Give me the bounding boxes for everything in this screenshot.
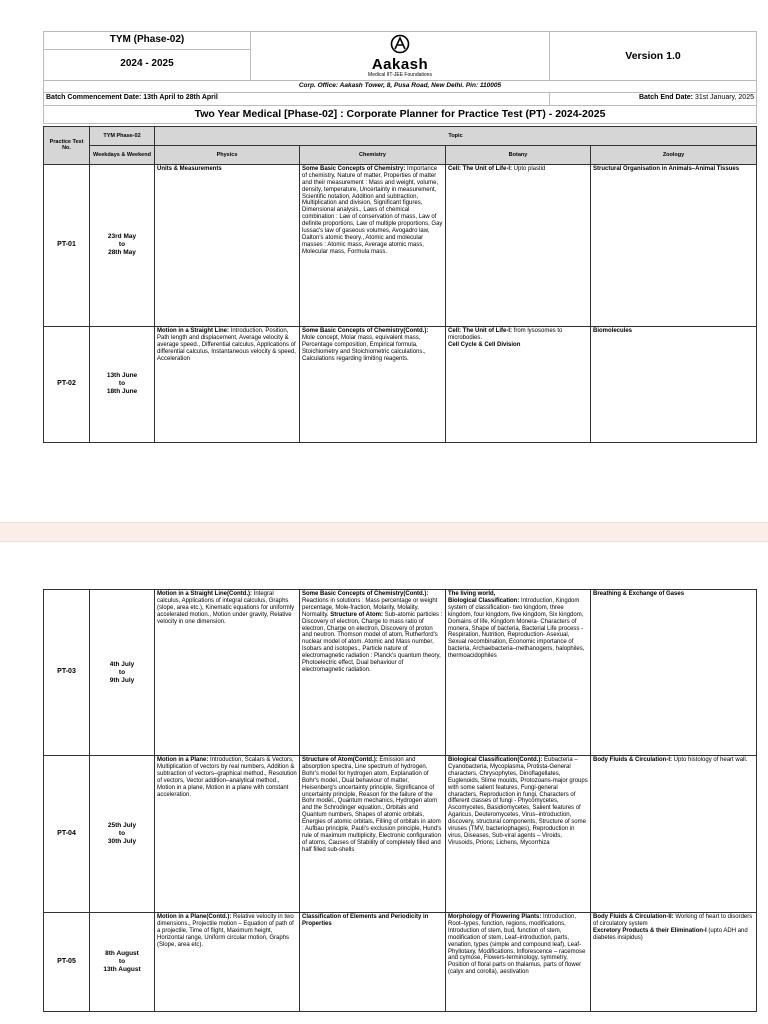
botany-details: Eubacteria – Cyanobacteria, Mycoplasma, Protista-General characters, Chrysophytes, Dinoflagellates, Euglenoids, Slime moulds, Protozoans-major groups with some salient features, Fungi-general characters, Reproduction in fungi, Characters of different classes of fungi - Phycomycetes, Ascomycetes, Basidiomycetes, Salient features of Agaricus, Deuteromycetes, Virus–introduction, discovery, structural components, Structure of some viruses (TMV, bacteriophages), Reproduction in virus, Diseases, Sub-viral agents – Viroids, Virusoids, Prions; Lichens, Mycorrhiza xyxy=(448,757,588,846)
chemistry-topic-2: Structure of Atom: xyxy=(328,611,384,618)
zoology-cell xyxy=(591,590,757,756)
physics-topic: Units & Measurements xyxy=(157,165,222,172)
chemistry-cell xyxy=(300,326,446,442)
table-row xyxy=(44,164,757,326)
chemistry-details: Mole concept, Molar mass, equivalent mass, Percentage composition, Empirical formula, Stoichiometry and Stoichiometric calculations., Calculations regarding limiting reagents. xyxy=(302,334,426,362)
date-range xyxy=(90,590,155,756)
aakash-logo xyxy=(251,32,550,81)
chemistry-topic: Some Basic Concepts of Chemistry(Contd.): xyxy=(302,327,429,334)
botany-topic: Morphology of Flowering Plants: xyxy=(448,914,542,920)
date-start: 25th July xyxy=(107,822,137,829)
date-end: 28th May xyxy=(108,249,136,257)
botany-cell xyxy=(446,164,591,326)
zoology-cell xyxy=(591,164,757,326)
chemistry-details-2: Sub-atomic particles : Discovery of electron, Charge to mass ratio of electron, Charge on electron, Discovery of proton and neutron. Thomson model of atom, Rutherford's nuclear model of atom. Atomic and Mass number, Isobars and isotopes., Particle nature of electromagnetic radiation : Planck's quantum theory, Photoelectric effect, Dual behaviour of electromagnetic radiation. xyxy=(302,611,443,673)
table-row xyxy=(44,756,757,913)
page-2 xyxy=(43,589,756,1012)
date-range xyxy=(90,326,155,442)
header-table xyxy=(43,31,757,124)
date-end: 30th July xyxy=(107,838,137,845)
botany-topic: Cell: The Unit of Life-I: xyxy=(448,327,512,334)
version-label: Version 1.0 xyxy=(550,32,757,81)
physics-details: Introduction, Scalars & Vectors, Multiplication of vectors by real numbers, Addition & subtraction of vectors–graphical method., Resolution of vectors, Vector addition–analytical method., Motion in a plane, Motion in a plane with constant acceleration. xyxy=(157,757,297,798)
page-1 xyxy=(43,31,756,443)
botany-topic-2: Cell Cycle & Cell Division xyxy=(448,341,521,348)
botany-topic: The living world, xyxy=(448,591,496,597)
planner-table-2 xyxy=(43,589,757,1012)
chemistry-topic: Classification of Elements and Periodicity in Properties xyxy=(302,914,429,927)
chemistry-cell xyxy=(300,164,446,326)
date-range xyxy=(90,913,155,1012)
chemistry-cell xyxy=(300,913,446,1012)
zoology-cell xyxy=(591,756,757,913)
botany-cell xyxy=(446,590,591,756)
course-name: TYM (Phase-02) xyxy=(44,32,251,50)
date-to: to xyxy=(118,958,126,965)
date-to: to xyxy=(118,380,126,388)
table-row xyxy=(44,326,757,442)
chemistry-details: Emission and absorption spectra, Line spectrum of hydrogen, Bohr's model for hydrogen atom, Explanation of Bohr's model., Dual behaviour of matter, Heisenberg's uncertainty principle, Significance of uncertainty principle, Reason for the failure of the Bohr model., Quantum mechanics, Hydrogen atom and the Schrodinger equation., Orbitals and Quantum numbers, Shapes of atomic orbitals, Energies of atomic orbitals, Filling of orbitals in atom : Aufbau principle, Pauli's exclusion principle, Hund's rule of maximum multiplicity, Electronic configuration of atoms, Causes of Stability of completely filled and half filled sub-shells xyxy=(302,757,442,853)
date-start: 4th July xyxy=(109,660,135,668)
date-to: to xyxy=(118,668,126,676)
pt-number: PT-04 xyxy=(44,756,90,913)
pt-number: PT-01 xyxy=(44,164,90,326)
col-topic: Topic xyxy=(155,126,757,145)
zoology-topic: Biomolecules xyxy=(593,327,633,334)
chemistry-details: Reactions in solutions : Mass percentage or weight percentage, Mole-fraction, Molarity, Molality, Normality. xyxy=(302,597,438,618)
col-zoology: Zoology xyxy=(591,145,757,164)
date-start: 13th June xyxy=(106,372,138,380)
date-to: to xyxy=(118,241,126,249)
page-break xyxy=(0,522,768,542)
col-tym-phase: TYM Phase-02 xyxy=(90,126,155,145)
pt-number: PT-05 xyxy=(44,913,90,1012)
logo-name: Aakash xyxy=(371,55,429,73)
chemistry-cell xyxy=(300,756,446,913)
physics-topic: Motion in a Straight Line: xyxy=(157,327,229,334)
date-end: 9th July xyxy=(109,676,135,684)
physics-details: Integral calculus, Applications of integral calculus, Graphs (slope, area etc.), Kinematic equations for uniformly accelerated motion., Motion under gravity, Relative velocity in one dimension. xyxy=(157,591,295,625)
zoology-details: Working of heart to disorders of circulatory system xyxy=(593,914,753,927)
date-start: 23rd May xyxy=(107,233,137,241)
corp-office: Corp. Office: Aakash Tower, 8, Pusa Road, New Delhi. Pin: 110005 xyxy=(44,80,757,92)
col-practice-test-no: Practice Test No. xyxy=(44,126,90,164)
botany-details: Introduction, Root–types, function, regions, modifications, Introduction of stem, bud, function of stem, modification of stem, Leaf–introduction, parts, venation, types (simple and compound leaf), Leaf-Phyllotaxy, Modifications, Inflorescence – racemose and cymose, Flowers-terminology, symmetry, Position of floral parts on thalamus, parts of flower (calyx and corolla), aestivation xyxy=(448,914,586,976)
botany-cell xyxy=(446,326,591,442)
physics-topic: Motion in a Plane: xyxy=(157,757,209,763)
physics-cell xyxy=(155,164,300,326)
col-botany: Botany xyxy=(446,145,591,164)
planner-title: Two Year Medical [Phase-02] : Corporate Planner for Practice Test (PT) - 2024-2025 xyxy=(44,105,757,123)
batch-start: Batch Commencement Date: 13th April to 28th April xyxy=(44,92,550,105)
chemistry-topic: Structure of Atom(Contd.): xyxy=(302,757,378,763)
zoology-topic: Body Fluids & Circulation-I: xyxy=(593,757,672,763)
table-row xyxy=(44,913,757,1012)
physics-details: Introduction, Position, Path length and displacement, Average velocity & average speed., Differential calculus, Applications of differential calculus, Instantaneous velocity & speed, Acceleration xyxy=(157,327,296,362)
date-range xyxy=(90,756,155,913)
physics-cell xyxy=(155,756,300,913)
aakash-emblem-icon xyxy=(390,34,410,54)
botany-details: from lysosomes to microbodies. xyxy=(448,327,563,341)
zoology-topic-2: Excretory Products & their Elimination-I xyxy=(593,927,707,934)
date-end: 13th August xyxy=(103,966,141,973)
table-row xyxy=(44,590,757,756)
zoology-cell xyxy=(591,326,757,442)
botany-topic: Cell: The Unit of Life-I: xyxy=(448,165,512,172)
col-weekdays: Weekdays & Weekend xyxy=(90,145,155,164)
botany-topic-2: Biological Classification: xyxy=(448,597,520,604)
botany-cell xyxy=(446,756,591,913)
planner-table-1 xyxy=(43,126,757,443)
logo-tagline: Medical IIT-JEE Foundations xyxy=(368,71,432,78)
botany-details-2: Introduction, Kingdom system of classification- two kingdom, three kingdom, four kingdom, five kingdom, Six kingdom, Domains of life, Kingdom Monera- Characters of monera, Shape of bacteria, Bacterial Life process - Respiration, Nutrition, Reproduction- Asexual, Sexual recombination, Economic importance of bacteria, Archaebacteria–methanogens, halophiles, thermoacidophiles xyxy=(448,597,585,660)
zoology-topic: Breathing & Exchange of Gases xyxy=(593,591,685,597)
chemistry-details: Importance of chemistry, Nature of matter, Properties of matter and their measurement : Mass and weight, volume, density, temperature, Uncertainty in measurement, Scientific notation, Addition and subtraction, Multiplication and division, Significant figures, Dimensional analysis., Laws of chemical combination : Law of conservation of mass, Law of definite proportions, Law of multiple proportions, Gay lussac's law of gaseous volumes, Avogadro law, Dalton's atomic theory., Atomic and molecular masses : Atomic mass, Average atomic mass, Molecular mass, Formula mass. xyxy=(302,165,443,255)
date-range xyxy=(90,164,155,326)
physics-cell xyxy=(155,913,300,1012)
physics-topic: Motion in a Straight Line(Contd.): xyxy=(157,591,252,597)
date-to: to xyxy=(118,830,126,837)
col-chemistry: Chemistry xyxy=(300,145,446,164)
physics-details: Relative velocity in two dimensions., Projectile motion – Equation of path of a projectile, Time of flight, Maximum height, Horizontal range, Uniform circular motion, Graphs (Slope, area etc). xyxy=(157,914,294,948)
chemistry-cell xyxy=(300,590,446,756)
zoology-topic: Body Fluids & Circulation-II: xyxy=(593,914,674,920)
physics-cell xyxy=(155,326,300,442)
chemistry-topic: Some Basic Concepts of Chemistry: xyxy=(302,165,406,172)
batch-end xyxy=(550,92,757,105)
zoology-topic: Structural Organisation in Animals–Animal Tissues xyxy=(593,165,740,172)
chemistry-topic: Some Basic Concepts of Chemistry(Contd.): xyxy=(302,591,429,597)
physics-topic: Motion in a Plane(Contd.): xyxy=(157,914,232,920)
botany-topic: Biological Classification(Contd.): xyxy=(448,757,543,763)
zoology-cell xyxy=(591,913,757,1012)
pt-number: PT-03 xyxy=(44,590,90,756)
date-end: 18th June xyxy=(106,388,138,396)
zoology-details-2: (upto ADH and diabetes insipidus) xyxy=(593,927,748,941)
pt-number: PT-02 xyxy=(44,326,90,442)
col-physics: Physics xyxy=(155,145,300,164)
batch-end-value: 31st January, 2025 xyxy=(694,94,754,102)
session-years: 2024 - 2025 xyxy=(44,49,251,80)
botany-details: Upto plastid xyxy=(512,165,546,172)
zoology-details: Upto histology of heart wall. xyxy=(672,757,748,763)
batch-end-label: Batch End Date: xyxy=(638,94,694,102)
botany-cell xyxy=(446,913,591,1012)
date-start: 8th August xyxy=(105,950,139,957)
physics-cell xyxy=(155,590,300,756)
